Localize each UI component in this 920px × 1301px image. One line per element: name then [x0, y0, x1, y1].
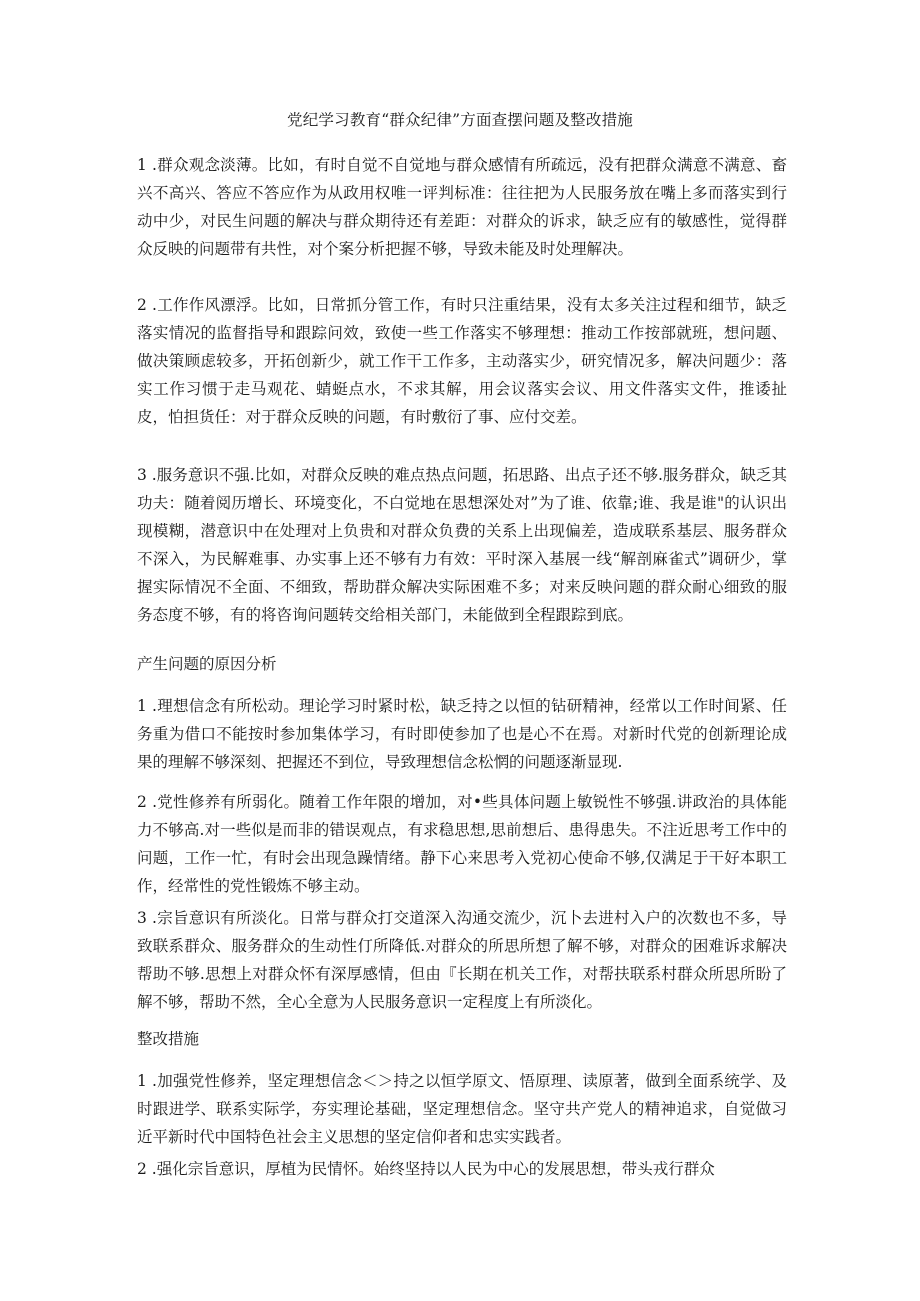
measure-paragraph-1: 1 .加强党性修养，坚定理想信念＜＞持之以恒学原文、悟原理、读原著，做到全面系统学、及时跟进学、联系实际学，夯实理论基础，坚定理想信念。坚守共产党人的精神追求，自觉做习近平新时代中国特色社会主义思想的坚定信仰者和忠实实践者。 [137, 1072, 787, 1146]
causes-heading: 产生问题的原因分析 [137, 655, 277, 673]
problem-paragraph-2: 2 .工作作风漂浮。比如，日常抓分管工作，有时只注重结果，没有太多关注过程和细节，缺乏落实情况的监督指导和跟踪问效，致使一些工作落实不够理想：推动工作按部就班，想问题、做决策顾虑较多，开拓创新少，就工作干工作多，主动落实少，研究情况多，解决问题少：落实工作习惯于走马观花、蜻蜓点水，不求其解，用会议落实会议、用文件落实文件，推诿扯皮，怕担货任：对于群众反映的问题，有时敷衍了事、应付交差。 [137, 296, 787, 426]
document-title: 党纪学习教育“群众纪律”方面查摆问题及整改措施 [287, 111, 633, 129]
cause-paragraph-3: 3 .宗旨意识有所淡化。日常与群众打交道深入沟通交流少，沉卜去进村入户的次数也不多，导致联系群众、服务群众的生动性仃所降低.对群众的所思所想了解不够，对群众的困难诉求解决帮助不够.思想上对群众怀有深厚感情，但由『长期在机关工作，对帮扶联系村群众所思所盼了解不够，帮助不然，全心全意为人民服务意识一定程度上有所淡化。 [137, 909, 787, 1011]
measures-heading: 整改措施 [137, 1030, 200, 1048]
problem-paragraph-1: 1 .群众观念淡薄。比如，有时自觉不自觉地与群众感情有所疏远，没有把群众满意不满意、畜兴不高兴、答应不答应作为从政用权唯一评判标准：往往把为人民服务放在嘴上多而落实到行动中少，对民生问题的解决与群众期待还有差距：对群众的诉求，缺乏应有的敏感性，觉得群众反映的问题带有共性，对个案分析把握不够，导致未能及时处理解决。 [137, 156, 787, 258]
problem-paragraph-3: 3 .服务意识不强.比如，对群众反映的难点热点问题，拓思路、出点子还不够.服务群众，缺乏其功夫：随着阅历增长、环境变化，不白觉地在思想深处对”为了谁、依靠;谁、我是谁"的认识出现模糊，潜意识中在处理对上负贵和对群众负费的关系上出现偏差，造成联系基层、服务群众不深入，为民解难事、办实事上还不够有力有效：平时深入基展一线“解剖麻雀式”调研少，掌握实际情况不全面、不细致，帮助群众解决实际困难不多；对来反映问题的群众耐心细致的服务态度不够，有的将咨询问题转交给相关部门，未能做到全程跟踪到底。 [137, 466, 787, 624]
cause-paragraph-2: 2 .党性修养有所弱化。随着工作年限的增加，对•些具体问题上敏锐性不够强.讲政治的具体能力不够高.对一些似是而非的错误观点，有求稳思想,思前想后、患得患失。不注近思考工作中的问题，工作一忙，有时会出现急躁情绪。静下心来思考入党初心使命不够,仅满足于干好本职工作，经常性的党性锻炼不够主动。 [137, 793, 787, 895]
cause-paragraph-1: 1 .理想信念有所松动。理论学习时紧时松，缺乏持之以恒的钻研精神，经常以工作时间紧、任务重为借口不能按时参加集体学习，有时即使参加了也是心不在焉。对新时代党的创新理论成果的理解不够深刻、把握还不到位，导致理想信念松惘的问题逐渐显现. [137, 697, 787, 771]
measure-paragraph-2: 2 .强化宗旨意识，厚植为民情怀。始终坚持以人民为中心的发展思想，带头戎行群众 [137, 1160, 715, 1178]
